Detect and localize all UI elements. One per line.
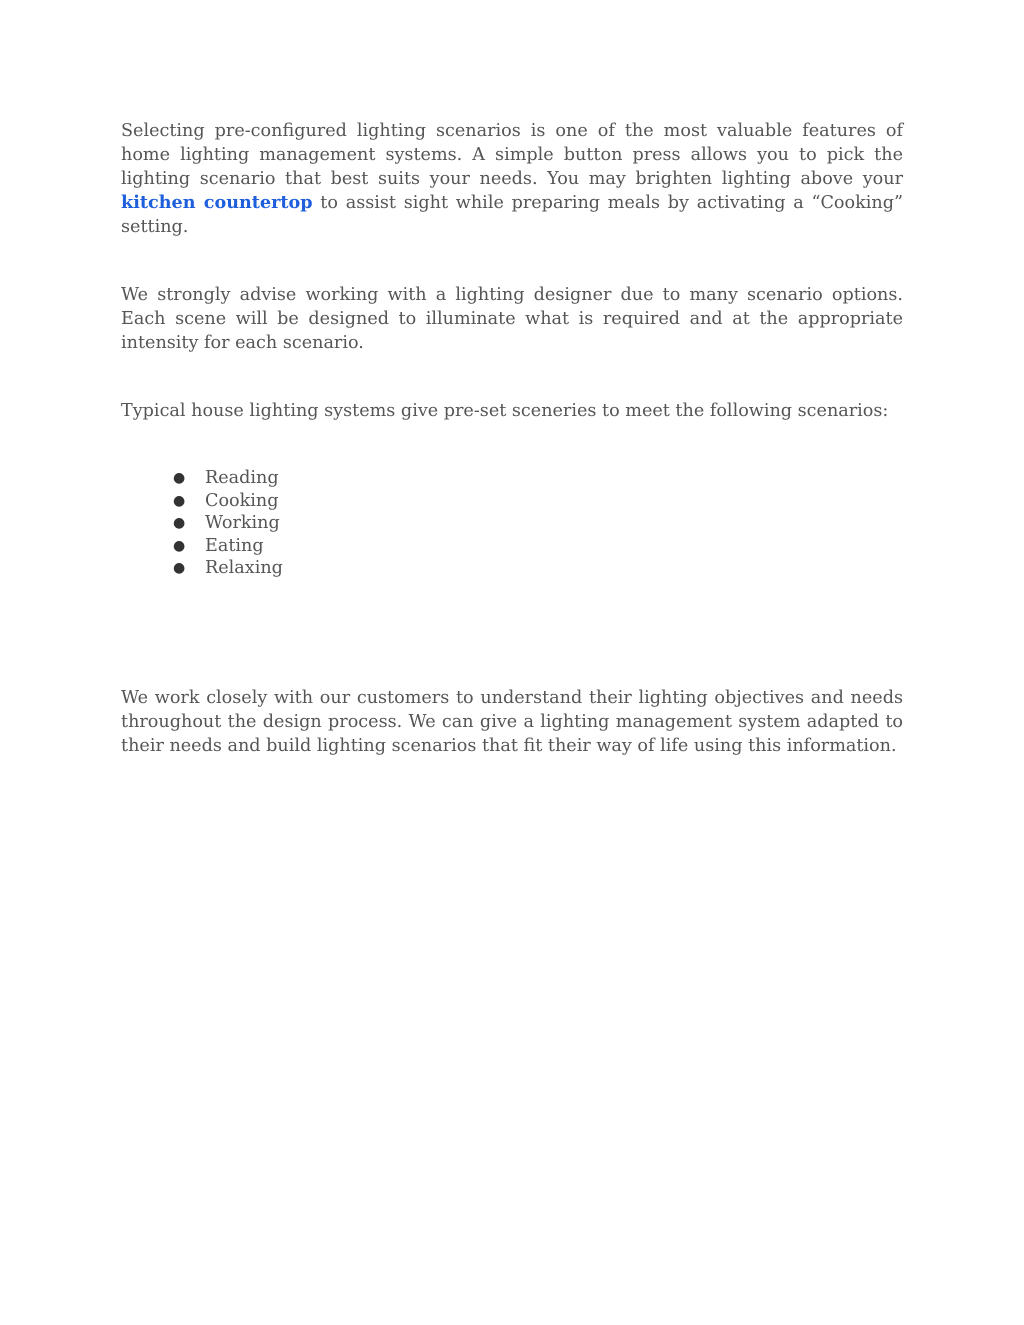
- bullet-icon: ●: [173, 537, 186, 554]
- list-item: [173, 490, 903, 513]
- intro-text-after-link: to assist sight while preparing meals by activating a “Cooking” setting.: [121, 193, 903, 237]
- document-page: [121, 119, 903, 758]
- scenario-label: Eating: [205, 535, 264, 556]
- kitchen-countertop-link[interactable]: kitchen countertop: [121, 192, 313, 213]
- scenarios-intro-paragraph: Typical house lighting systems give pre-set sceneries to meet the following scenarios:: [121, 401, 889, 421]
- bullet-icon: ●: [173, 470, 186, 486]
- scenario-label: Cooking: [205, 490, 279, 511]
- designer-advice-paragraph: We strongly advise working with a lighting designer due to many scenario options. Each scene will be designed to illuminate what is required and at the appropriate intensity for each scenario.: [121, 285, 903, 353]
- scenario-list: [121, 467, 903, 580]
- intro-text-before-link: Selecting pre-configured lighting scenarios is one of the most valuable features of home lighting management systems. A simple button press allows you to pick the lighting scenario that best suits your needs. You may brighten lighting above your: [121, 121, 903, 189]
- scenario-label: Working: [205, 513, 280, 533]
- closing-paragraph: We work closely with our customers to understand their lighting objectives and needs throughout the design process. We can give a lighting management system adapted to their needs and build lighting scenarios that fit their way of life using this information.: [121, 687, 903, 756]
- list-item: [173, 557, 903, 580]
- bullet-icon: ●: [173, 492, 186, 509]
- list-item: [173, 512, 903, 535]
- scenario-label: Relaxing: [205, 558, 283, 578]
- list-item: [173, 535, 903, 558]
- list-item: [173, 467, 903, 490]
- scenario-label: Reading: [205, 468, 279, 488]
- bullet-icon: ●: [173, 560, 186, 576]
- intro-paragraph: [121, 119, 903, 239]
- bullet-icon: ●: [173, 515, 186, 531]
